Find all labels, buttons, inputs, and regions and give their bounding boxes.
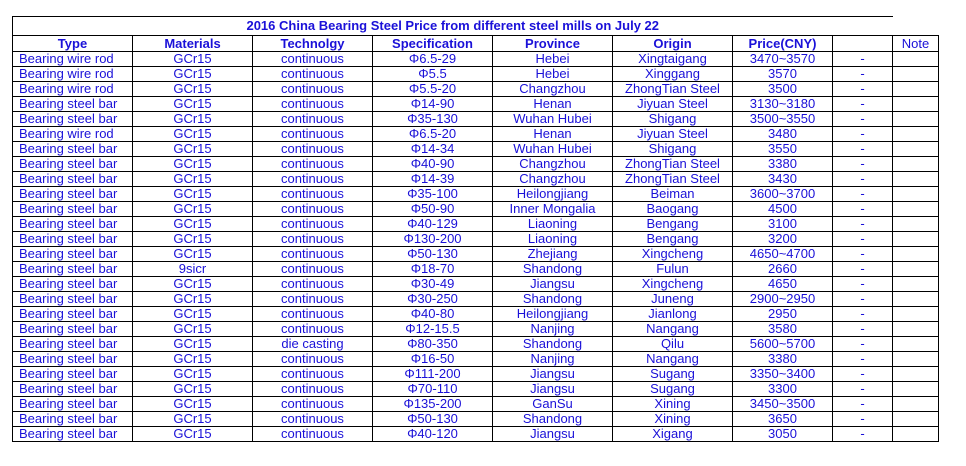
cell-dash: - <box>833 247 893 262</box>
cell-dash: - <box>833 292 893 307</box>
cell-province: Hebei <box>493 52 613 67</box>
cell-province: Jiangsu <box>493 382 613 397</box>
cell-materials: GCr15 <box>133 97 253 112</box>
table-row <box>13 52 939 67</box>
cell-specification: Φ40-120 <box>373 427 493 442</box>
cell-origin: Qilu <box>613 337 733 352</box>
cell-province: Heilongjiang <box>493 187 613 202</box>
cell-type: Bearing steel bar <box>13 337 133 352</box>
cell-type: Bearing steel bar <box>13 262 133 277</box>
cell-materials: GCr15 <box>133 127 253 142</box>
table-row <box>13 202 939 217</box>
header-blank <box>833 36 893 52</box>
cell-note <box>893 262 939 277</box>
cell-type: Bearing wire rod <box>13 52 133 67</box>
table-row <box>13 112 939 127</box>
cell-province: Liaoning <box>493 217 613 232</box>
cell-dash: - <box>833 277 893 292</box>
cell-specification: Φ40-80 <box>373 307 493 322</box>
cell-province: Shandong <box>493 262 613 277</box>
cell-type: Bearing steel bar <box>13 352 133 367</box>
cell-dash: - <box>833 142 893 157</box>
cell-note <box>893 292 939 307</box>
cell-technology: continuous <box>253 97 373 112</box>
cell-origin: Jianlong <box>613 307 733 322</box>
cell-province: Inner Mongalia <box>493 202 613 217</box>
cell-type: Bearing steel bar <box>13 277 133 292</box>
cell-origin: Jiyuan Steel <box>613 127 733 142</box>
cell-origin: Baogang <box>613 202 733 217</box>
cell-province: GanSu <box>493 397 613 412</box>
table-row <box>13 127 939 142</box>
table-row <box>13 412 939 427</box>
cell-province: Jiangsu <box>493 427 613 442</box>
cell-materials: GCr15 <box>133 427 253 442</box>
cell-origin: Shigang <box>613 112 733 127</box>
cell-specification: Φ14-90 <box>373 97 493 112</box>
cell-origin: Jiyuan Steel <box>613 97 733 112</box>
cell-type: Bearing steel bar <box>13 202 133 217</box>
cell-specification: Φ130-200 <box>373 232 493 247</box>
cell-materials: GCr15 <box>133 292 253 307</box>
cell-materials: GCr15 <box>133 217 253 232</box>
cell-price: 3500~3550 <box>733 112 833 127</box>
cell-price: 3380 <box>733 352 833 367</box>
cell-type: Bearing steel bar <box>13 292 133 307</box>
cell-note <box>893 97 939 112</box>
cell-specification: Φ5.5 <box>373 67 493 82</box>
cell-type: Bearing steel bar <box>13 97 133 112</box>
table-row <box>13 277 939 292</box>
cell-materials: 9sicr <box>133 262 253 277</box>
title-spacer <box>893 17 939 36</box>
cell-materials: GCr15 <box>133 172 253 187</box>
cell-materials: GCr15 <box>133 187 253 202</box>
table-row <box>13 82 939 97</box>
cell-technology: continuous <box>253 187 373 202</box>
cell-note <box>893 367 939 382</box>
header-price: Price(CNY) <box>733 36 833 52</box>
price-table <box>12 16 939 442</box>
cell-origin: ZhongTian Steel <box>613 157 733 172</box>
cell-technology: continuous <box>253 292 373 307</box>
table-row <box>13 307 939 322</box>
cell-materials: GCr15 <box>133 367 253 382</box>
cell-type: Bearing steel bar <box>13 247 133 262</box>
cell-origin: Xingtaigang <box>613 52 733 67</box>
cell-price: 3050 <box>733 427 833 442</box>
table-row <box>13 292 939 307</box>
header-province: Province <box>493 36 613 52</box>
cell-province: Hebei <box>493 67 613 82</box>
cell-province: Jiangsu <box>493 277 613 292</box>
cell-materials: GCr15 <box>133 82 253 97</box>
cell-type: Bearing steel bar <box>13 217 133 232</box>
table-row <box>13 217 939 232</box>
cell-note <box>893 277 939 292</box>
cell-specification: Φ70-110 <box>373 382 493 397</box>
cell-note <box>893 82 939 97</box>
cell-specification: Φ111-200 <box>373 367 493 382</box>
cell-dash: - <box>833 262 893 277</box>
cell-price: 3200 <box>733 232 833 247</box>
cell-specification: Φ50-130 <box>373 247 493 262</box>
cell-dash: - <box>833 112 893 127</box>
cell-province: Nanjing <box>493 322 613 337</box>
cell-materials: GCr15 <box>133 202 253 217</box>
cell-specification: Φ6.5-29 <box>373 52 493 67</box>
table-row <box>13 67 939 82</box>
cell-price: 2660 <box>733 262 833 277</box>
cell-note <box>893 322 939 337</box>
cell-dash: - <box>833 382 893 397</box>
table-row <box>13 157 939 172</box>
cell-note <box>893 307 939 322</box>
cell-price: 3380 <box>733 157 833 172</box>
header-note: Note <box>893 36 939 52</box>
table-row <box>13 337 939 352</box>
cell-specification: Φ16-50 <box>373 352 493 367</box>
cell-price: 3470~3570 <box>733 52 833 67</box>
cell-price: 3350~3400 <box>733 367 833 382</box>
cell-specification: Φ6.5-20 <box>373 127 493 142</box>
cell-province: Shandong <box>493 412 613 427</box>
cell-province: Nanjing <box>493 352 613 367</box>
cell-origin: Xining <box>613 412 733 427</box>
cell-province: Changzhou <box>493 82 613 97</box>
cell-technology: continuous <box>253 232 373 247</box>
cell-origin: Beiman <box>613 187 733 202</box>
header-type: Type <box>13 36 133 52</box>
cell-note <box>893 382 939 397</box>
cell-origin: Bengang <box>613 232 733 247</box>
cell-origin: Xinggang <box>613 67 733 82</box>
cell-price: 5600~5700 <box>733 337 833 352</box>
cell-technology: continuous <box>253 142 373 157</box>
cell-specification: Φ50-90 <box>373 202 493 217</box>
cell-province: Wuhan Hubei <box>493 142 613 157</box>
cell-province: Heilongjiang <box>493 307 613 322</box>
cell-note <box>893 202 939 217</box>
cell-note <box>893 397 939 412</box>
cell-price: 3650 <box>733 412 833 427</box>
cell-note <box>893 52 939 67</box>
cell-specification: Φ40-129 <box>373 217 493 232</box>
cell-price: 3480 <box>733 127 833 142</box>
table-row <box>13 187 939 202</box>
cell-origin: Juneng <box>613 292 733 307</box>
cell-specification: Φ18-70 <box>373 262 493 277</box>
cell-note <box>893 247 939 262</box>
cell-dash: - <box>833 427 893 442</box>
cell-price: 3600~3700 <box>733 187 833 202</box>
cell-specification: Φ30-250 <box>373 292 493 307</box>
cell-technology: continuous <box>253 202 373 217</box>
cell-specification: Φ35-100 <box>373 187 493 202</box>
cell-technology: continuous <box>253 322 373 337</box>
cell-price: 3100 <box>733 217 833 232</box>
cell-dash: - <box>833 202 893 217</box>
cell-technology: continuous <box>253 217 373 232</box>
cell-province: Wuhan Hubei <box>493 112 613 127</box>
cell-type: Bearing steel bar <box>13 112 133 127</box>
cell-dash: - <box>833 307 893 322</box>
cell-origin: Bengang <box>613 217 733 232</box>
table-row <box>13 247 939 262</box>
cell-technology: continuous <box>253 52 373 67</box>
cell-price: 4650~4700 <box>733 247 833 262</box>
header-row <box>13 36 939 52</box>
cell-technology: continuous <box>253 157 373 172</box>
cell-dash: - <box>833 97 893 112</box>
cell-specification: Φ12-15.5 <box>373 322 493 337</box>
cell-price: 3300 <box>733 382 833 397</box>
cell-dash: - <box>833 172 893 187</box>
cell-dash: - <box>833 397 893 412</box>
cell-type: Bearing steel bar <box>13 382 133 397</box>
header-origin: Origin <box>613 36 733 52</box>
cell-province: Henan <box>493 127 613 142</box>
cell-note <box>893 67 939 82</box>
cell-province: Changzhou <box>493 157 613 172</box>
cell-province: Zhejiang <box>493 247 613 262</box>
cell-technology: continuous <box>253 277 373 292</box>
cell-type: Bearing steel bar <box>13 172 133 187</box>
cell-price: 2900~2950 <box>733 292 833 307</box>
cell-type: Bearing steel bar <box>13 187 133 202</box>
cell-technology: continuous <box>253 112 373 127</box>
cell-origin: Nangang <box>613 352 733 367</box>
cell-price: 3570 <box>733 67 833 82</box>
cell-technology: continuous <box>253 172 373 187</box>
cell-materials: GCr15 <box>133 397 253 412</box>
cell-materials: GCr15 <box>133 322 253 337</box>
cell-price: 2950 <box>733 307 833 322</box>
cell-dash: - <box>833 157 893 172</box>
cell-materials: GCr15 <box>133 277 253 292</box>
cell-specification: Φ30-49 <box>373 277 493 292</box>
cell-origin: Xigang <box>613 427 733 442</box>
cell-type: Bearing steel bar <box>13 412 133 427</box>
cell-type: Bearing steel bar <box>13 397 133 412</box>
table-row <box>13 352 939 367</box>
cell-type: Bearing wire rod <box>13 67 133 82</box>
cell-note <box>893 217 939 232</box>
cell-origin: Xining <box>613 397 733 412</box>
cell-type: Bearing steel bar <box>13 157 133 172</box>
cell-origin: Fulun <box>613 262 733 277</box>
header-specification: Specification <box>373 36 493 52</box>
cell-specification: Φ35-130 <box>373 112 493 127</box>
cell-province: Changzhou <box>493 172 613 187</box>
cell-technology: continuous <box>253 247 373 262</box>
cell-technology: continuous <box>253 352 373 367</box>
cell-origin: Nangang <box>613 322 733 337</box>
cell-province: Jiangsu <box>493 367 613 382</box>
cell-technology: continuous <box>253 82 373 97</box>
cell-origin: Xingcheng <box>613 277 733 292</box>
cell-specification: Φ50-130 <box>373 412 493 427</box>
cell-price: 3130~3180 <box>733 97 833 112</box>
cell-technology: continuous <box>253 427 373 442</box>
cell-specification: Φ14-39 <box>373 172 493 187</box>
cell-specification: Φ40-90 <box>373 157 493 172</box>
cell-note <box>893 412 939 427</box>
table-row <box>13 232 939 247</box>
cell-technology: continuous <box>253 367 373 382</box>
cell-origin: Sugang <box>613 367 733 382</box>
table-title: 2016 China Bearing Steel Price from different steel mills on July 22 <box>13 17 893 36</box>
cell-type: Bearing steel bar <box>13 142 133 157</box>
header-technology: Technolgy <box>253 36 373 52</box>
cell-technology: continuous <box>253 397 373 412</box>
cell-dash: - <box>833 67 893 82</box>
cell-note <box>893 142 939 157</box>
table-row <box>13 427 939 442</box>
table-row <box>13 97 939 112</box>
cell-price: 3500 <box>733 82 833 97</box>
cell-materials: GCr15 <box>133 352 253 367</box>
cell-type: Bearing steel bar <box>13 367 133 382</box>
cell-note <box>893 187 939 202</box>
cell-note <box>893 337 939 352</box>
cell-materials: GCr15 <box>133 142 253 157</box>
cell-technology: continuous <box>253 127 373 142</box>
header-materials: Materials <box>133 36 253 52</box>
cell-type: Bearing steel bar <box>13 232 133 247</box>
cell-price: 3580 <box>733 322 833 337</box>
cell-specification: Φ80-350 <box>373 337 493 352</box>
cell-specification: Φ5.5-20 <box>373 82 493 97</box>
cell-type: Bearing steel bar <box>13 307 133 322</box>
cell-origin: ZhongTian Steel <box>613 172 733 187</box>
cell-origin: Xingcheng <box>613 247 733 262</box>
table-row <box>13 262 939 277</box>
cell-dash: - <box>833 217 893 232</box>
cell-type: Bearing wire rod <box>13 127 133 142</box>
table-row <box>13 172 939 187</box>
table-body <box>13 52 939 442</box>
cell-materials: GCr15 <box>133 247 253 262</box>
cell-materials: GCr15 <box>133 157 253 172</box>
cell-dash: - <box>833 337 893 352</box>
cell-note <box>893 172 939 187</box>
cell-province: Shandong <box>493 337 613 352</box>
cell-dash: - <box>833 82 893 97</box>
cell-technology: continuous <box>253 382 373 397</box>
cell-dash: - <box>833 367 893 382</box>
cell-province: Shandong <box>493 292 613 307</box>
title-row <box>13 17 939 36</box>
cell-materials: GCr15 <box>133 52 253 67</box>
cell-dash: - <box>833 187 893 202</box>
cell-dash: - <box>833 412 893 427</box>
cell-materials: GCr15 <box>133 67 253 82</box>
cell-province: Henan <box>493 97 613 112</box>
cell-price: 4650 <box>733 277 833 292</box>
cell-price: 3450~3500 <box>733 397 833 412</box>
cell-note <box>893 112 939 127</box>
cell-price: 4500 <box>733 202 833 217</box>
cell-origin: Shigang <box>613 142 733 157</box>
cell-materials: GCr15 <box>133 232 253 247</box>
cell-price: 3430 <box>733 172 833 187</box>
cell-technology: die casting <box>253 337 373 352</box>
cell-type: Bearing steel bar <box>13 427 133 442</box>
cell-price: 3550 <box>733 142 833 157</box>
cell-technology: continuous <box>253 412 373 427</box>
cell-note <box>893 157 939 172</box>
table-row <box>13 397 939 412</box>
cell-technology: continuous <box>253 307 373 322</box>
table-row <box>13 367 939 382</box>
cell-note <box>893 232 939 247</box>
cell-materials: GCr15 <box>133 412 253 427</box>
table-row <box>13 322 939 337</box>
table-row <box>13 382 939 397</box>
cell-origin: ZhongTian Steel <box>613 82 733 97</box>
cell-materials: GCr15 <box>133 112 253 127</box>
cell-materials: GCr15 <box>133 337 253 352</box>
cell-origin: Sugang <box>613 382 733 397</box>
cell-type: Bearing wire rod <box>13 82 133 97</box>
cell-specification: Φ14-34 <box>373 142 493 157</box>
cell-note <box>893 127 939 142</box>
cell-specification: Φ135-200 <box>373 397 493 412</box>
cell-note <box>893 427 939 442</box>
cell-province: Liaoning <box>493 232 613 247</box>
cell-type: Bearing steel bar <box>13 322 133 337</box>
cell-technology: continuous <box>253 262 373 277</box>
cell-dash: - <box>833 322 893 337</box>
cell-note <box>893 352 939 367</box>
cell-dash: - <box>833 52 893 67</box>
table-row <box>13 142 939 157</box>
cell-dash: - <box>833 127 893 142</box>
cell-materials: GCr15 <box>133 382 253 397</box>
cell-technology: continuous <box>253 67 373 82</box>
cell-materials: GCr15 <box>133 307 253 322</box>
cell-dash: - <box>833 352 893 367</box>
cell-dash: - <box>833 232 893 247</box>
